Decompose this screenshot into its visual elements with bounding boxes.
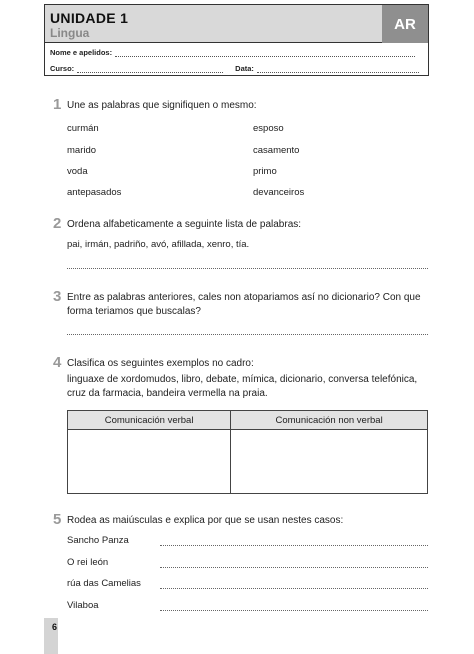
answer-line[interactable] xyxy=(67,334,428,335)
question-3-number: 3 xyxy=(53,288,62,305)
course-field[interactable] xyxy=(77,65,223,73)
question-2-text: Ordena alfabeticamente a seguinte lista de palabras: xyxy=(67,219,302,230)
worksheet-header xyxy=(44,4,429,76)
q1-right-word: casamento xyxy=(253,145,300,156)
question-2-number: 2 xyxy=(53,215,62,232)
q5-item: O rei león xyxy=(67,557,109,568)
q1-right-word: esposo xyxy=(253,123,284,134)
question-4-text: Clasifica os seguintes exemplos no cadro: xyxy=(67,358,254,369)
name-field[interactable] xyxy=(115,49,415,57)
course-label: Curso: xyxy=(50,64,75,73)
table-header-nonverbal: Comunicación non verbal xyxy=(231,411,428,430)
q1-left-word: curmán xyxy=(67,123,99,134)
name-label: Nome e apelidos: xyxy=(50,48,113,57)
level-badge: AR xyxy=(382,5,428,43)
question-5-number: 5 xyxy=(53,511,62,528)
q5-item: Sancho Panza xyxy=(67,535,129,546)
q2-word-list: pai, irmán, padriño, avó, afillada, xenro, tía. xyxy=(67,239,250,250)
q5-item: rúa das Camelias xyxy=(67,578,141,589)
unit-title: UNIDADE 1 xyxy=(50,10,129,26)
table-header-verbal: Comunicación verbal xyxy=(68,411,231,430)
question-1-text: Une as palabras que signifiquen o mesmo: xyxy=(67,100,257,111)
nonverbal-answer-cell[interactable] xyxy=(231,430,428,494)
answer-line[interactable] xyxy=(67,268,428,269)
q1-left-word: voda xyxy=(67,166,88,177)
date-field[interactable] xyxy=(257,65,419,73)
question-5-text: Rodea as maiúsculas e explica por que se usan nestes casos: xyxy=(67,515,344,526)
question-3-line-2: forma teriamos que buscalas? xyxy=(67,306,201,317)
question-4-number: 4 xyxy=(53,354,62,371)
classification-table xyxy=(67,410,428,494)
answer-line[interactable] xyxy=(160,588,428,589)
name-row xyxy=(50,48,415,57)
question-4-examples-1: linguaxe de xordomudos, libro, debate, mímica, dicionario, conversa telefónica, xyxy=(67,374,418,385)
question-1-number: 1 xyxy=(53,96,62,113)
unit-subtitle: Lingua xyxy=(50,26,90,40)
answer-line[interactable] xyxy=(160,610,428,611)
q1-right-word: devanceiros xyxy=(253,187,305,198)
page-number: 6 xyxy=(52,622,58,632)
answer-line[interactable] xyxy=(160,545,428,546)
q1-right-word: primo xyxy=(253,166,277,177)
q5-item: Vilaboa xyxy=(67,600,99,611)
verbal-answer-cell[interactable] xyxy=(68,430,231,494)
q1-left-word: marido xyxy=(67,145,97,156)
question-3-line-1: Entre as palabras anteriores, cales non atopariamos así no dicionario? Con que xyxy=(67,292,421,303)
course-date-row xyxy=(50,64,419,73)
header-title-band xyxy=(45,5,428,43)
question-4-examples-2: cruz da farmacia, bandeira vermella na praia. xyxy=(67,388,268,399)
answer-line[interactable] xyxy=(160,567,428,568)
q1-left-word: antepasados xyxy=(67,187,122,198)
date-label: Data: xyxy=(235,64,254,73)
